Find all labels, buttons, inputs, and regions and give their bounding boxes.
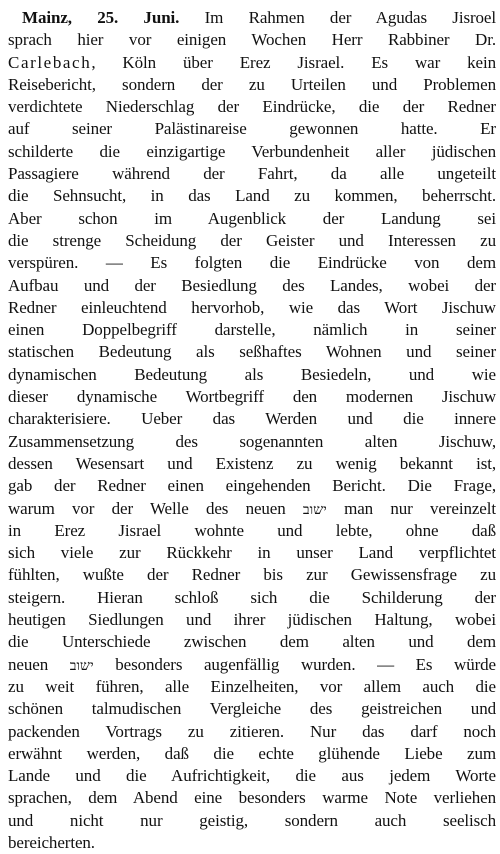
speaker-name: Carlebach — [8, 52, 92, 72]
text-line-27: steigern. Hieran schloß sich die Schilderung der — [8, 587, 496, 607]
news-article — [8, 7, 496, 854]
text-line-10: Aber schon im Augenblick der Landung sei — [8, 208, 496, 228]
text-line-37: und nicht nur geistig, sondern auch seelisch — [8, 810, 496, 830]
dateline: Mainz, 25. Juni. — [22, 8, 180, 27]
text-line-4: Reisebericht, sondern der zu Urteilen und Problemen — [8, 74, 496, 94]
text-line-32: schönen talmudischen Vergleiche des geistreichen und — [8, 699, 496, 719]
text-line-3 — [8, 52, 496, 74]
text-line-30 — [8, 654, 496, 676]
text-line-36: sprachen, dem Abend eine besonders warme Note verliehen — [8, 788, 496, 808]
text-line-6: auf seiner Palästinareise gewonnen hatte. Er — [8, 119, 496, 139]
text-line-8: Passagiere während der Fahrt, da alle ungeteilt — [8, 164, 496, 184]
text-line-35: Lande und die Aufrichtigkeit, die aus jedem Worte — [8, 766, 496, 786]
text-line-33: packenden Vortrags zu zitieren. Nur das darf noch — [8, 721, 496, 741]
hebrew-word-jischuw-2: ישוב — [69, 657, 94, 674]
text-line-1 — [8, 7, 496, 29]
text-line-2: sprach hier vor einigen Wochen Herr Rabbiner Dr. — [8, 30, 496, 50]
text-line-25: sich viele zur Rückkehr in unser Land verpflichtet — [8, 543, 496, 563]
text-line-31: zu weit führen, alle Einzelheiten, vor allem auch die — [8, 676, 496, 696]
text-line-18: dieser dynamische Wortbegriff den modernen Jischuw — [8, 387, 496, 407]
text-line-21: dessen Wesensart und Existenz zu wenig bekannt ist, — [8, 453, 496, 473]
text-line-17: dynamischen Bedeutung als Besiedeln, und wie — [8, 364, 496, 384]
text-line-12: verspüren. — Es folgten die Eindrücke von dem — [8, 253, 496, 273]
line-3-text: , Köln über Erez Jisrael. Es war kein — [91, 52, 496, 72]
text-line-23 — [8, 498, 496, 520]
text-line-5: verdichtete Niederschlag der Eindrücke, die der Redner — [8, 97, 496, 117]
line-1-text: Im Rahmen der Agudas Jisroel — [204, 8, 496, 27]
text-line-11: die strenge Scheidung der Geister und Interessen zu — [8, 230, 496, 250]
text-line-38: bereicherten. — [8, 832, 95, 852]
text-line-34: erwähnt werden, daß die echte glühende Liebe zum — [8, 743, 496, 763]
text-line-9: die Sehnsucht, in das Land zu kommen, beherrscht. — [8, 186, 496, 206]
text-line-19: charakterisiere. Ueber das Werden und die innere — [8, 409, 496, 429]
text-line-14: Redner einleuchtend hervorhob, wie das Wort Jischuw — [8, 297, 496, 317]
text-line-29: die Unterschiede zwischen dem alten und dem — [8, 632, 496, 652]
text-line-7: schilderte die einzigartige Verbundenheit aller jüdischen — [8, 141, 496, 161]
line-23-text-b: man nur vereinzelt — [344, 498, 496, 518]
text-line-24: in Erez Jisrael wohnte und lebte, ohne daß — [8, 520, 496, 540]
text-line-22: gab der Redner einen eingehenden Bericht. Die Frage, — [8, 476, 496, 496]
text-line-16: statischen Bedeutung als seßhaftes Wohnen und seiner — [8, 342, 496, 362]
line-23-text-a: warum vor der Welle des neuen — [8, 498, 286, 518]
line-30-text-a: neuen — [8, 654, 49, 674]
text-line-26: fühlten, wußte der Redner bis zur Gewissensfrage zu — [8, 565, 496, 585]
text-line-20: Zusammensetzung des sogenannten alten Jischuw, — [8, 431, 496, 451]
text-line-15: einen Doppelbegriff darstelle, nämlich in seiner — [8, 320, 496, 340]
text-line-13: Aufbau und der Besiedlung des Landes, wobei der — [8, 275, 496, 295]
hebrew-word-jischuw: ישוב — [302, 501, 327, 518]
line-30-text-b: besonders augenfällig wurden. — Es würde — [115, 654, 497, 674]
text-line-28: heutigen Siedlungen und ihrer jüdischen Haltung, wobei — [8, 610, 496, 630]
